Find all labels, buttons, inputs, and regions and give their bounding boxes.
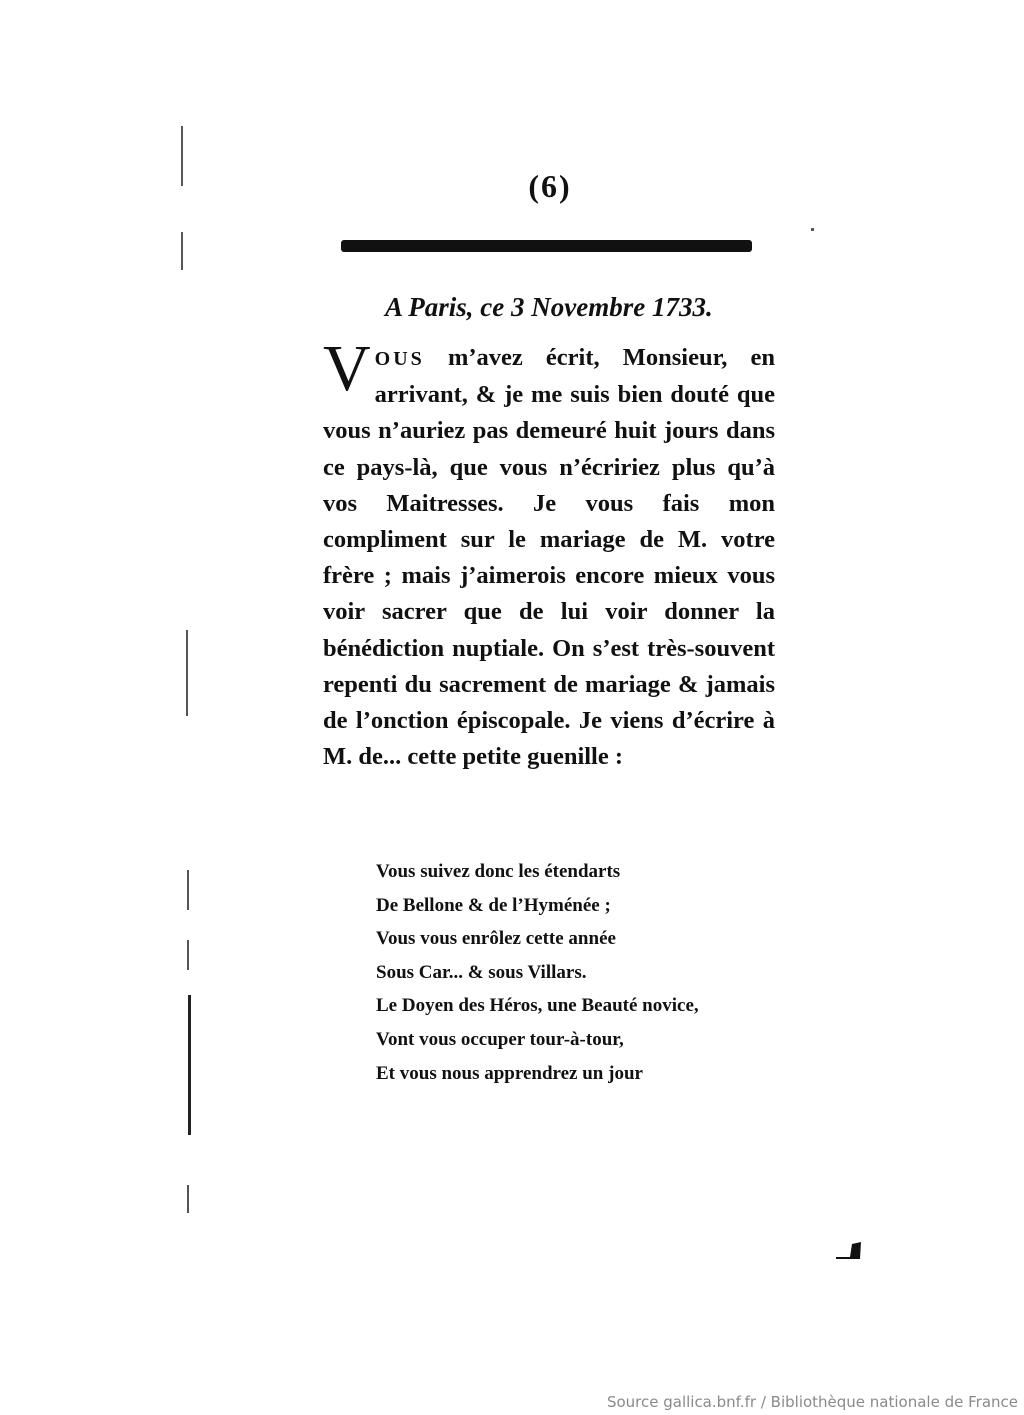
verse-block bbox=[376, 855, 699, 1090]
verse-line: Le Doyen des Héros, une Beauté novice, bbox=[376, 995, 699, 1017]
verse-line: Sous Car... & sous Villars. bbox=[376, 961, 587, 983]
binding-edge-mark bbox=[181, 232, 183, 270]
binding-edge-mark bbox=[181, 126, 183, 186]
catchword-mark bbox=[836, 1240, 862, 1260]
verse-line: Vous suivez donc les étendarts bbox=[376, 861, 621, 882]
letter-paragraph bbox=[323, 332, 775, 775]
speck-mark bbox=[811, 228, 814, 231]
binding-edge-mark bbox=[187, 940, 189, 970]
verse-line: Vous vous enrôlez cette année bbox=[376, 928, 616, 950]
page-number: (6) bbox=[528, 168, 572, 204]
letter-text: m’avez écrit, Monsieur, en arrivant, & je me suis bien douté que vous n’auriez pas demeuré huit jours dans ce pays-là, que vous n’écririez plus qu’à vos Maitresses. Je vous fais mon compliment sur le mariage de M. votre frère ; mais j’aimerois encore mieux vous voir sacrer que de lui voir donner la bénédiction nuptiale. On s’est très-souvent repenti du sacrement de mariage & jamais de l’onction épiscopale. Je viens d’écrire à M. de... cette petite guenille : bbox=[323, 344, 775, 771]
verse-line: Et vous nous apprendrez un jour bbox=[376, 1062, 643, 1084]
small-caps-opening: OUS bbox=[374, 348, 425, 370]
letter-body bbox=[323, 332, 775, 775]
verse-line: Vont vous occuper tour-à-tour, bbox=[376, 1028, 624, 1050]
source-attribution: Source gallica.bnf.fr / Bibliothèque nationale de France bbox=[606, 1393, 1018, 1411]
binding-edge-mark bbox=[188, 995, 191, 1135]
header-rule bbox=[341, 240, 752, 252]
dateline: A Paris, ce 3 Novembre 1733. bbox=[385, 292, 713, 322]
binding-edge-mark bbox=[187, 1185, 189, 1213]
drop-cap: V bbox=[323, 332, 371, 405]
binding-edge-mark bbox=[187, 870, 189, 910]
verse-line: De Bellone & de l’Hyménée ; bbox=[376, 894, 611, 916]
binding-edge-mark bbox=[186, 630, 188, 716]
